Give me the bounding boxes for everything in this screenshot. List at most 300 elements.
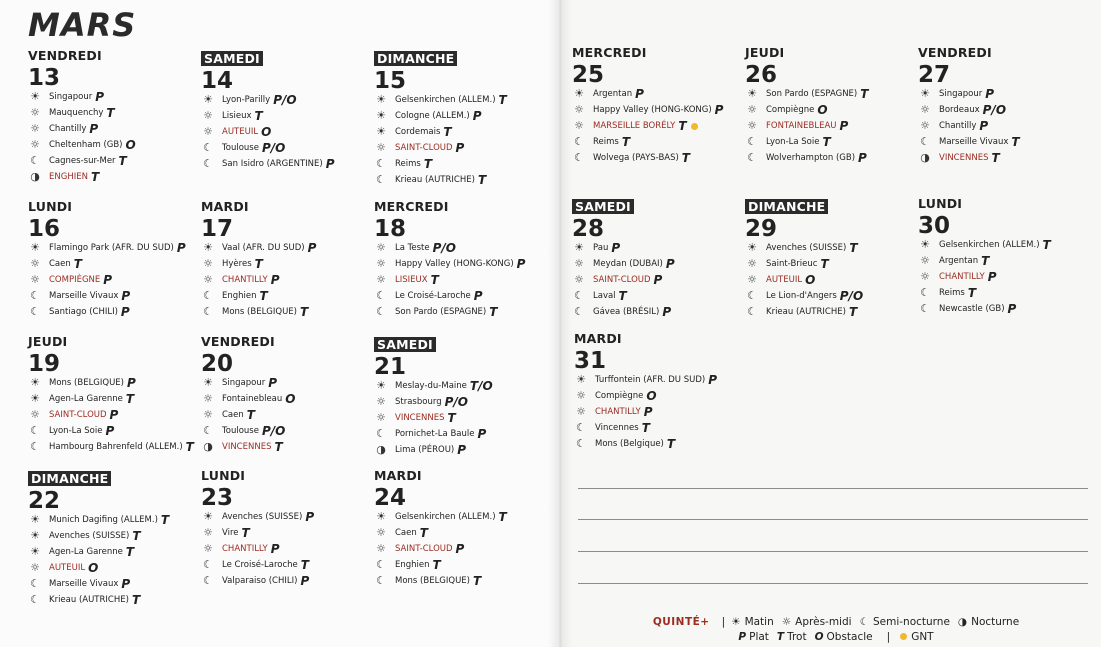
race-type: P/O	[261, 424, 286, 438]
matin-icon: ☀	[376, 510, 386, 523]
race-venue: Cordemais	[395, 127, 441, 137]
race-venue: Vaal (AFR. DU SUD)	[222, 243, 305, 253]
apres-midi-icon: ☼	[203, 109, 213, 122]
race-type: T	[1042, 238, 1051, 252]
note-line	[578, 488, 1088, 489]
race-venue: VINCENNES	[395, 413, 445, 423]
matin-icon: ☀	[376, 109, 386, 122]
apres-midi-icon: ☼	[203, 542, 213, 555]
apres-midi-icon: ☼	[376, 241, 386, 254]
race-venue: Son Pardo (ESPAGNE)	[766, 89, 858, 99]
race-entry	[572, 134, 772, 150]
race-venue: Gelsenkirchen (ALLEM.)	[939, 240, 1040, 250]
race-type: P	[516, 257, 526, 271]
day-number: 14	[201, 68, 234, 94]
race-venue: SAINT-CLOUD	[395, 544, 453, 554]
day-number: 23	[201, 485, 234, 511]
race-venue: Compiègne	[595, 391, 644, 401]
day-block	[745, 196, 945, 320]
race-type: O	[125, 138, 136, 152]
semi-nocturne-icon: ☾	[203, 157, 213, 170]
race-venue: Meslay-du-Maine	[395, 381, 467, 391]
legend-separator: |	[886, 630, 891, 643]
matin-icon: ☀	[30, 392, 40, 405]
race-venue: Vincennes	[595, 423, 639, 433]
race-venue: Caen	[395, 528, 417, 538]
race-venue: Gávea (BRÉSIL)	[593, 307, 660, 317]
race-entry	[918, 237, 1101, 253]
matin-icon: ☀	[920, 87, 930, 100]
day-number: 16	[28, 216, 61, 242]
race-venue: Toulouse	[222, 143, 259, 153]
gnt-dot-icon	[691, 123, 698, 130]
race-entry	[374, 272, 574, 288]
race-entry	[28, 375, 228, 391]
race-venue: Argentan	[939, 256, 979, 266]
race-type: T	[432, 558, 441, 572]
day-block	[574, 331, 774, 452]
race-type: T	[274, 440, 283, 454]
day-number: 25	[572, 62, 605, 88]
race-type: P	[120, 305, 130, 319]
race-type: T	[423, 157, 433, 171]
race-entry	[201, 391, 401, 407]
semi-nocturne-icon: ☾	[203, 424, 213, 437]
note-line	[578, 519, 1088, 520]
race-venue: Reims	[395, 159, 421, 169]
apres-midi-icon: ☼	[747, 273, 757, 286]
race-entry	[918, 301, 1101, 317]
race-entry	[28, 544, 228, 560]
race-venue: Flamingo Park (AFR. DU SUD)	[49, 243, 174, 253]
race-venue: Wolverhampton (GB)	[766, 153, 856, 163]
matin-icon: ☀	[30, 241, 40, 254]
race-entry	[374, 108, 574, 124]
race-venue: Mons (BELGIQUE)	[395, 576, 470, 586]
race-type: O	[817, 103, 828, 117]
race-type: P	[455, 542, 465, 556]
race-type: T	[991, 151, 1000, 165]
race-venue: Lisieux	[222, 111, 252, 121]
race-type: P	[979, 119, 989, 133]
race-type: T	[666, 437, 676, 451]
race-entry	[374, 124, 574, 140]
race-entry	[374, 172, 574, 188]
matin-icon: ☀	[731, 615, 741, 628]
race-type: T	[300, 305, 309, 319]
race-entry	[374, 304, 574, 320]
semi-nocturne-icon: ☾	[376, 157, 386, 170]
race-entry	[28, 272, 228, 288]
matin-icon: ☀	[203, 510, 213, 523]
semi-nocturne-icon: ☾	[376, 427, 386, 440]
legend-obstacle-code: O	[814, 630, 824, 643]
race-entry	[201, 407, 401, 423]
race-type: O	[646, 389, 657, 403]
race-entry	[745, 288, 945, 304]
race-venue: VINCENNES	[939, 153, 989, 163]
apres-midi-icon: ☼	[376, 395, 386, 408]
day-name: JEUDI	[28, 334, 68, 349]
race-venue: MARSEILLE BORÉLY	[593, 121, 676, 131]
race-entry	[374, 509, 574, 525]
race-venue: San Isidro (ARGENTINE)	[222, 159, 323, 169]
race-type: O	[805, 273, 816, 287]
race-entry	[28, 256, 228, 272]
race-entry	[574, 388, 774, 404]
race-type: T	[241, 526, 250, 540]
race-entry	[28, 288, 228, 304]
semi-nocturne-icon: ☾	[30, 593, 40, 606]
day-number: 20	[201, 351, 234, 377]
race-type: P	[307, 241, 317, 255]
day-block	[28, 334, 228, 455]
apres-midi-icon: ☼	[376, 257, 386, 270]
race-venue: CHANTILLY	[595, 407, 641, 417]
race-entry	[745, 240, 945, 256]
legend-separator: |	[721, 615, 726, 628]
race-venue: Hambourg Bahrenfeld (ALLEM.)	[49, 442, 183, 452]
race-type: P	[987, 270, 997, 284]
race-venue: Marseille Vivaux	[49, 579, 119, 589]
race-venue: Enghien	[395, 560, 430, 570]
race-venue: Agen-La Garenne	[49, 394, 123, 404]
legend-row-types	[610, 629, 1070, 644]
race-type: T	[848, 305, 858, 319]
race-venue: Bordeaux	[939, 105, 980, 115]
race-entry	[201, 156, 401, 172]
race-type: P	[305, 510, 315, 524]
race-type: T	[1011, 135, 1020, 149]
apres-midi-icon: ☼	[576, 389, 586, 402]
day-block	[374, 334, 574, 458]
apres-midi-icon: ☼	[203, 257, 213, 270]
race-type: P	[95, 90, 105, 104]
race-type: P	[985, 87, 995, 101]
race-venue: Santiago (CHILI)	[49, 307, 118, 317]
day-name: VENDREDI	[918, 45, 992, 60]
race-venue: Cagnes-sur-Mer	[49, 156, 116, 166]
day-number: 29	[745, 216, 778, 242]
day-number: 21	[374, 354, 407, 380]
semi-nocturne-icon: ☾	[574, 305, 584, 318]
day-name: LUNDI	[28, 199, 73, 214]
apres-midi-icon: ☼	[203, 125, 213, 138]
race-type: T	[477, 173, 487, 187]
apres-midi-icon: ☼	[30, 122, 40, 135]
race-type: T	[618, 289, 627, 303]
apres-midi-icon: ☼	[920, 254, 930, 267]
race-entry	[201, 288, 401, 304]
race-venue: Cheltenham (GB)	[49, 140, 123, 150]
race-entry	[374, 410, 574, 426]
matin-icon: ☀	[576, 373, 586, 386]
day-name: SAMEDI	[201, 51, 263, 66]
race-venue: Caen	[222, 410, 244, 420]
race-entry	[918, 269, 1101, 285]
race-type: P/O	[839, 289, 864, 303]
race-venue: La Teste	[395, 243, 430, 253]
matin-icon: ☀	[747, 87, 757, 100]
apres-midi-icon: ☼	[574, 273, 584, 286]
race-entry	[201, 92, 401, 108]
race-type: T	[419, 526, 428, 540]
race-entry	[28, 89, 228, 105]
race-entry	[374, 557, 574, 573]
race-venue: SAINT-CLOUD	[395, 143, 453, 153]
race-type: T	[967, 286, 977, 300]
race-entry	[201, 140, 401, 156]
matin-icon: ☀	[574, 87, 584, 100]
race-entry	[574, 436, 774, 452]
day-block	[28, 48, 228, 185]
race-venue: Mons (BELGIQUE)	[49, 378, 124, 388]
race-entry	[374, 156, 574, 172]
day-number: 18	[374, 216, 407, 242]
semi-nocturne-icon: ☾	[30, 154, 40, 167]
race-type: T	[473, 574, 482, 588]
day-name: VENDREDI	[28, 48, 102, 63]
semi-nocturne-icon: ☾	[30, 577, 40, 590]
race-venue: Pornichet-La Baule	[395, 429, 475, 439]
race-entry	[918, 102, 1101, 118]
race-entry	[28, 592, 228, 608]
day-block	[28, 468, 228, 608]
matin-icon: ☀	[30, 513, 40, 526]
race-venue: FONTAINEBLEAU	[766, 121, 837, 131]
semi-nocturne-icon: ☾	[920, 286, 930, 299]
race-venue: Mauquenchy	[49, 108, 104, 118]
note-line	[578, 583, 1088, 584]
race-type: P	[472, 109, 482, 123]
apres-midi-icon: ☼	[376, 411, 386, 424]
race-venue: Fontainebleau	[222, 394, 283, 404]
race-venue: Son Pardo (ESPAGNE)	[395, 307, 487, 317]
apres-midi-icon: ☼	[920, 103, 930, 116]
race-type: T	[118, 154, 127, 168]
race-entry	[572, 256, 772, 272]
race-entry	[918, 118, 1101, 134]
race-type: T	[246, 408, 255, 422]
race-type: P/O	[261, 141, 286, 155]
race-type: T	[90, 170, 100, 184]
apres-midi-icon: ☼	[30, 106, 40, 119]
day-block	[201, 468, 401, 589]
semi-nocturne-icon: ☾	[376, 289, 386, 302]
race-type: P	[635, 87, 644, 101]
race-type: T	[849, 241, 858, 255]
race-entry	[572, 102, 772, 118]
race-entry	[201, 557, 401, 573]
race-entry	[28, 137, 228, 153]
day-block	[374, 199, 574, 320]
race-type: T	[131, 593, 141, 607]
race-type: P	[858, 151, 867, 165]
race-venue: COMPIÈGNE	[49, 275, 101, 285]
race-entry	[201, 573, 401, 589]
race-venue: Vire	[222, 528, 239, 538]
race-venue: Compiègne	[766, 105, 815, 115]
race-entry	[28, 439, 228, 455]
day-block	[918, 45, 1101, 166]
day-number: 17	[201, 216, 234, 242]
race-venue: Marseille Vivaux	[939, 137, 1009, 147]
race-type: P	[665, 257, 675, 271]
race-venue: Strasbourg	[395, 397, 442, 407]
race-type: P	[653, 273, 663, 287]
day-name: DIMANCHE	[374, 51, 457, 66]
nocturne-icon: ◑	[30, 170, 40, 183]
semi-nocturne-icon: ☾	[203, 289, 213, 302]
race-venue: Saint-Brieuc	[766, 259, 818, 269]
race-entry	[28, 240, 228, 256]
apres-midi-icon: ☼	[203, 526, 213, 539]
semi-nocturne-icon: ☾	[376, 305, 386, 318]
race-venue: ENGHIEN	[49, 172, 88, 182]
apres-midi-icon: ☼	[30, 408, 40, 421]
apres-midi-icon: ☼	[920, 270, 930, 283]
race-venue: Gelsenkirchen (ALLEM.)	[395, 512, 496, 522]
race-venue: Marseille Vivaux	[49, 291, 119, 301]
day-number: 27	[918, 62, 951, 88]
race-venue: Argentan	[593, 89, 633, 99]
legend-trot: Trot	[787, 630, 807, 643]
apres-midi-icon: ☼	[203, 408, 213, 421]
day-name: VENDREDI	[201, 334, 275, 349]
race-entry	[28, 153, 228, 169]
day-number: 19	[28, 351, 61, 377]
race-type: P	[714, 103, 724, 117]
semi-nocturne-icon: ☾	[30, 440, 40, 453]
race-type: T	[254, 109, 263, 123]
race-entry	[374, 240, 574, 256]
race-type: P	[270, 542, 280, 556]
race-type: P/O	[432, 241, 457, 255]
day-number: 30	[918, 213, 951, 239]
day-number: 28	[572, 216, 605, 242]
semi-nocturne-icon: ☾	[747, 151, 757, 164]
race-type: T	[681, 151, 690, 165]
race-venue: Le Croisé-Laroche	[395, 291, 471, 301]
race-venue: SAINT-CLOUD	[49, 410, 107, 420]
race-type: T	[498, 510, 507, 524]
race-entry	[574, 404, 774, 420]
race-entry	[572, 272, 772, 288]
race-type: P	[611, 241, 621, 255]
race-venue: Reims	[939, 288, 965, 298]
race-entry	[201, 439, 401, 455]
nocturne-icon: ◑	[376, 443, 386, 456]
day-name: DIMANCHE	[28, 471, 111, 486]
matin-icon: ☀	[30, 90, 40, 103]
day-block	[201, 48, 401, 172]
race-entry	[745, 86, 945, 102]
race-venue: SAINT-CLOUD	[593, 275, 651, 285]
day-block	[374, 468, 574, 589]
race-entry	[201, 525, 401, 541]
race-type: P	[268, 376, 278, 390]
race-entry	[201, 423, 401, 439]
legend	[610, 614, 1070, 644]
day-name: LUNDI	[201, 468, 246, 483]
apres-midi-icon: ☼	[30, 257, 40, 270]
race-entry	[374, 541, 574, 557]
race-type: P	[473, 289, 483, 303]
race-venue: Lyon-La Soie	[766, 137, 820, 147]
semi-nocturne-icon: ☾	[747, 305, 757, 318]
race-venue: Chantilly	[49, 124, 87, 134]
legend-semi-nocturne: Semi-nocturne	[872, 615, 950, 628]
race-type: P	[457, 443, 467, 457]
day-name: MARDI	[574, 331, 622, 346]
day-block	[572, 196, 772, 320]
legend-gnt: GNT	[911, 630, 934, 643]
day-name: MARDI	[201, 199, 249, 214]
matin-icon: ☀	[376, 125, 386, 138]
semi-nocturne-icon: ☾	[30, 424, 40, 437]
race-type: T	[106, 106, 115, 120]
day-block	[28, 199, 228, 320]
race-entry	[201, 509, 401, 525]
day-block	[201, 334, 401, 455]
race-type: T	[820, 257, 829, 271]
semi-nocturne-icon: ☾	[920, 302, 930, 315]
race-venue: Happy Valley (HONG-KONG)	[395, 259, 514, 269]
race-entry	[201, 240, 401, 256]
race-venue: Krieau (AUTRICHE)	[395, 175, 475, 185]
race-type: T	[447, 411, 456, 425]
day-number: 26	[745, 62, 778, 88]
race-entry	[28, 423, 228, 439]
race-entry	[374, 394, 574, 410]
race-type: P	[1007, 302, 1017, 316]
race-entry	[28, 121, 228, 137]
legend-plat: Plat	[749, 630, 769, 643]
semi-nocturne-icon: ☾	[859, 615, 869, 628]
race-entry	[745, 150, 945, 166]
race-venue: Singapour	[939, 89, 983, 99]
nocturne-icon: ◑	[957, 615, 968, 628]
apres-midi-icon: ☼	[203, 273, 213, 286]
day-number: 15	[374, 68, 407, 94]
race-venue: Mons (Belgique)	[595, 439, 664, 449]
day-number: 24	[374, 485, 407, 511]
race-entry	[28, 512, 228, 528]
race-venue: Krieau (AUTRICHE)	[766, 307, 846, 317]
legend-row-sessions	[610, 614, 1070, 629]
race-entry	[574, 372, 774, 388]
apres-midi-icon: ☼	[747, 103, 757, 116]
apres-midi-icon: ☼	[747, 119, 757, 132]
race-venue: CHANTILLY	[939, 272, 985, 282]
semi-nocturne-icon: ☾	[203, 305, 213, 318]
race-type: P	[270, 273, 280, 287]
race-type: T	[621, 135, 631, 149]
race-type: T	[443, 125, 452, 139]
day-name: JEUDI	[745, 45, 785, 60]
matin-icon: ☀	[30, 376, 40, 389]
race-entry	[28, 304, 228, 320]
race-entry	[745, 134, 945, 150]
race-type: P/O	[982, 103, 1007, 117]
matin-icon: ☀	[203, 93, 213, 106]
day-number: 22	[28, 488, 61, 514]
race-entry	[28, 105, 228, 121]
day-block	[374, 48, 574, 188]
semi-nocturne-icon: ☾	[920, 135, 930, 148]
race-venue: Toulouse	[222, 426, 259, 436]
legend-quinte: QUINTÉ+	[652, 615, 710, 628]
